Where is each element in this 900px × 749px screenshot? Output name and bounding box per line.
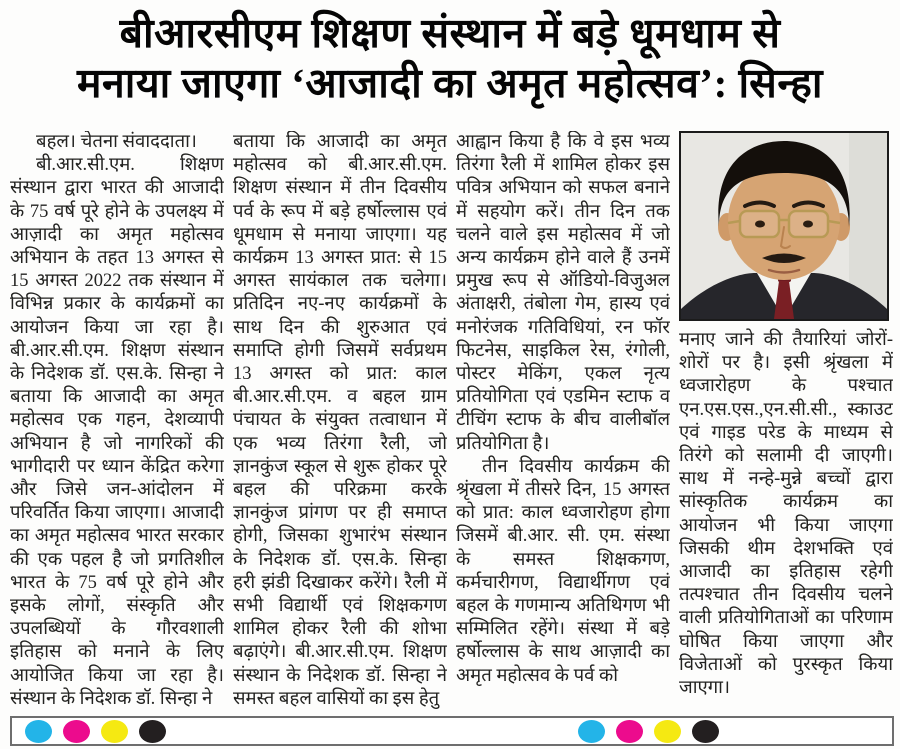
paragraph: तीन दिवसीय कार्यक्रम की श्रृंखला में तीसरे दिन, 15 अगस्त को प्रात: काल ध्वजारोहण होगा जिसमें बी.आर. सी. एम. संस्था के समस्त शिक्षकगण, कर्मचारीगण, विद्यार्थीगण एवं बहल के गणमान्य अतिथिगण भी सम्मिलित रहेंगे। संस्था में बड़े हर्षोल्लास के साथ आज़ादी का अमृत महोत्सव के पर्व को: [456, 456, 670, 686]
article-column-1: [10, 131, 224, 713]
registration-dot: [25, 720, 52, 743]
paragraph: आह्वान किया है कि वे इस भव्य तिरंगा रैली में शामिल होकर इस पवित्र अभियान को सफल बनाने में सहयोग करें। तीन दिन तक चलने वाले इस महोत्सव में जो अन्य कार्यक्रम होने वाले हैं उनमें प्रमुख रूप से ऑडियो-विजुअल अंताक्षरी, तंबोला गेम, हास्य एवं मनोरंजक गतिविधियां, रन फॉर फिटनेस, साइकिल रेस, रंगोली, पोस्टर मेकिंग, एकल नृत्य प्रतियोगिता एवं एडमिन स्टाफ व टीचिंग स्टाफ के बीच वालीबॉल प्रतियोगिता है।: [456, 132, 670, 454]
registration-dot: [616, 720, 643, 743]
article-headline: [8, 8, 892, 108]
article-column-2: [233, 131, 447, 713]
headline-line-1: बीआरसीएम शिक्षण संस्थान में बड़े धूमधाम से: [119, 10, 781, 56]
portrait-photo: [679, 131, 889, 321]
headline-line-2: मनाया जाएगा ‘आजादी का अमृत महोत्सव’: सिन्हा: [77, 60, 823, 106]
paragraph: मनाए जाने की तैयारियां जोरों-शोरों पर है। इसी श्रृंखला में ध्वजारोहण के पश्चात एन.एस.एस.,एन.सी.सी., स्काउट एवं गाइड परेड के माध्यम से तिरंगे को सलामी दी जाएगी। साथ में नन्हे-मुन्ने बच्चों द्वारा सांस्कृतिक कार्यक्रम का आयोजन भी किया जाएगा जिसकी थीम देशभक्ति एवं आजादी का इतिहास रहेगी तत्पश्चात तीन दिवसीय चलने वाली प्रतियोगिताओं का परिणाम घोषित किया जाएगा और विजेताओं को पुरस्कृत किया जाएगा।: [679, 330, 893, 699]
paragraph: बी.आर.सी.एम. शिक्षण संस्थान द्वारा भारत की आजादी के 75 वर्ष पूरे होने के उपलक्ष्य में आज़ादी का अमृत महोत्सव अभियान के तहत 13 अगस्त से 15 अगस्त 2022 तक संस्थान में विभिन्न प्रकार के कार्यक्रमों का आयोजन किया जा रहा है। बी.आर.सी.एम. शिक्षण संस्थान के निदेशक डॉ. एस.के. सिन्हा ने बताया कि आजादी का अमृत महोत्सव एक गहन, देशव्यापी अभियान है जो नागरिकों की भागीदारी पर ध्यान केंद्रित करेगा और जिसे जन-आंदोलन में परिवर्तित किया जाएगा। आजादी का अमृत महोत्सव भारत सरकार की एक पहल है जो प्रगतिशील भारत के 75 वर्ष पूरे होने और इसके लोगों, संस्कृति और उपलब्धियों के गौरवशाली इतिहास को मनाने के लिए आयोजित किया जा रहा है। संस्थान के निदेशक डॉ. सिन्हा ने: [10, 155, 224, 709]
registration-dot: [654, 720, 681, 743]
print-registration-strip: [10, 716, 894, 746]
registration-dot: [63, 720, 90, 743]
article-body: [10, 131, 894, 713]
cmyk-registration-dots-left: [25, 720, 166, 742]
article-column-4: [679, 131, 893, 713]
portrait-photo-graphic: [681, 133, 887, 319]
registration-dot: [101, 720, 128, 743]
paragraph: बताया कि आजादी का अमृत महोत्सव को बी.आर.सी.एम. शिक्षण संस्थान में तीन दिवसीय पर्व के रूप में बड़े हर्षोल्लास एवं धूमधाम से मनाया जाएगा। यह कार्यक्रम 13 अगस्त प्रात: से 15 अगस्त सायंकाल तक चलेगा। प्रतिदिन नए-नए कार्यक्रमों के साथ दिन की शुरुआत एवं समाप्ति होगी जिसमें सर्वप्रथम 13 अगस्त को प्रात: काल बी.आर.सी.एम. व बहल ग्राम पंचायत के संयुक्त तत्वाधान में एक भव्य तिरंगा रैली, जो ज्ञानकुंज स्कूल से शुरू होकर पूरे बहल की परिक्रमा करके ज्ञानकुंज प्रांगण पर ही समाप्त होगी, जिसका शुभारंभ संस्थान के निदेशक डॉ. एस.के. सिन्हा हरी झंडी दिखाकर करेंगे। रैली में सभी विद्यार्थी एवं शिक्षकगण शामिल होकर रैली की शोभा बढ़ाएंगे। बी.आर.सी.एम. शिक्षण संस्थान के निदेशक डॉ. सिन्हा ने समस्त बहल वासियों का इस हेतु: [233, 132, 447, 709]
cmyk-registration-dots-right: [578, 720, 719, 742]
registration-dot: [578, 720, 605, 743]
registration-dot: [139, 720, 166, 743]
dateline: बहल। चेतना संवाददाता।: [36, 132, 197, 152]
registration-dot: [692, 720, 719, 743]
article-column-3: [456, 131, 670, 713]
